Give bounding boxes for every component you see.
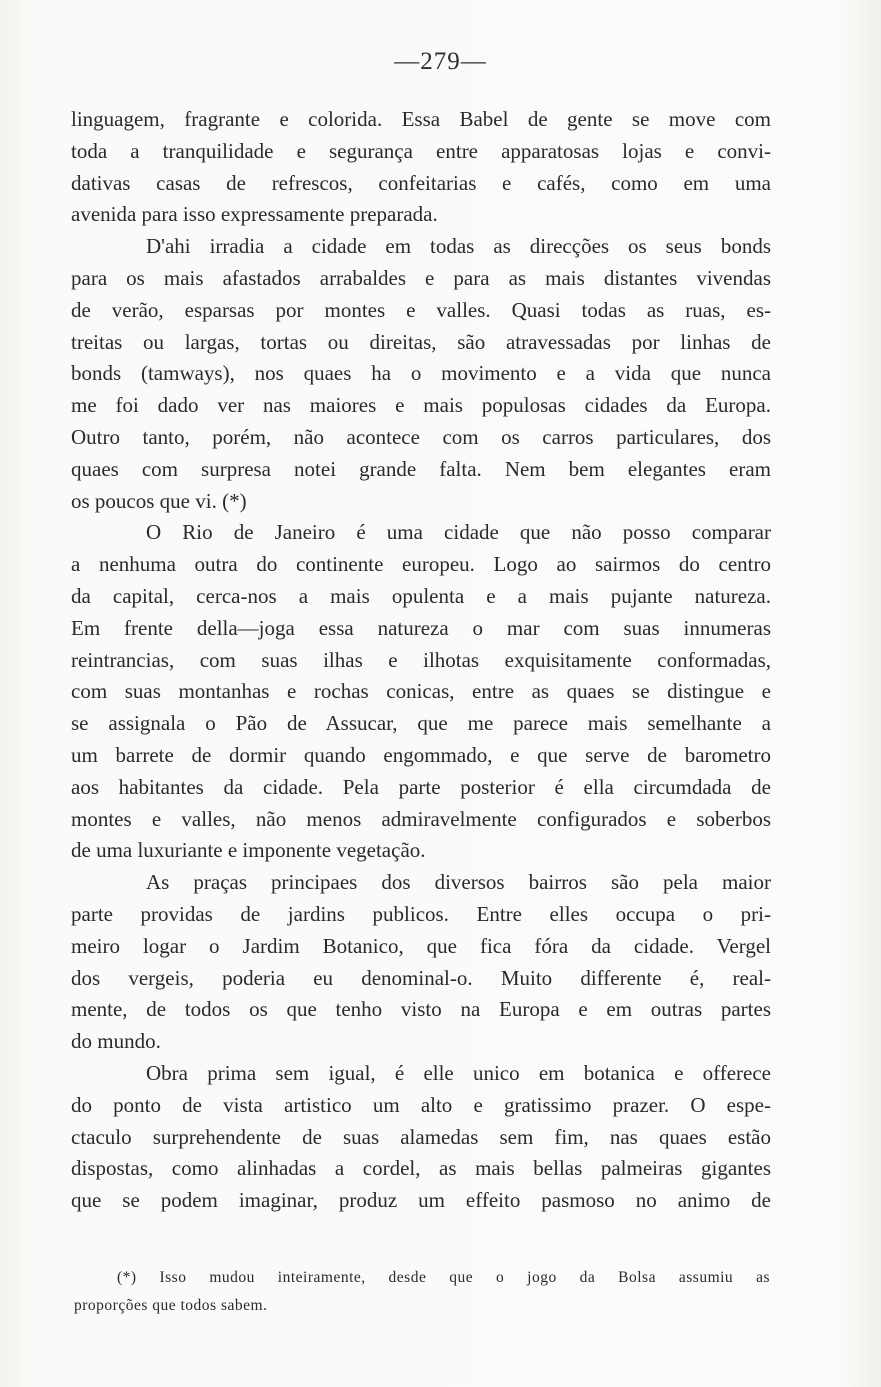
text-line: reintrancias, com suas ilhas e ilhotas exquisitamente conformadas, [71,647,771,672]
footnote-line: proporções que todos sabem. [74,1297,268,1314]
text-line: do mundo. [71,1029,161,1054]
page-number: —279— [394,48,487,75]
text-line: linguagem, fragrante e colorida. Essa Babel de gente se move com [71,107,771,131]
text-line: O Rio de Janeiro é uma cidade que não posso comparar [146,520,771,545]
text-line: me foi dado ver nas maiores e mais populosas cidades da Europa. [71,393,771,418]
text-line: dispostas, como alinhadas a cordel, as mais bellas palmeiras gigantes [71,1156,771,1181]
text-line: que se podem imaginar, produz um effeito pasmoso no animo de [71,1188,771,1213]
text-line: parte providas de jardins publicos. Entre elles occupa o pri- [71,901,771,926]
text-line: meiro logar o Jardim Botanico, que fica fóra da cidade. Vergel [71,933,771,958]
text-line: Outro tanto, porém, não acontece com os carros particulares, dos [71,424,771,449]
footnote [74,1264,770,1320]
text-line: a nenhuma outra do continente europeu. Logo ao sairmos do centro [71,552,771,577]
text-line: toda a tranquilidade e segurança entre apparatosas lojas e convi- [71,138,771,163]
text-line: aos habitantes da cidade. Pela parte posterior é ella circumdada de [71,774,771,799]
text-line: do ponto de vista artistico um alto e gratissimo prazer. O espe- [71,1092,771,1117]
text-line: avenida para isso expressamente preparada. [71,202,438,227]
text-line: quaes com surpresa notei grande falta. Nem bem elegantes eram [71,456,771,481]
text-line: dos vergeis, poderia eu denominal-o. Muito differente é, real- [71,965,771,990]
text-line: dativas casas de refrescos, confeitarias e cafés, como em uma [71,170,771,195]
text-line: ctaculo surprehendente de suas alamedas sem fim, nas quaes estão [71,1124,771,1149]
text-line: os poucos que vi. (*) [71,488,247,513]
text-line: com suas montanhas e rochas conicas, entre as quaes se distingue e [71,679,771,704]
text-line: de uma luxuriante e imponente vegetação. [71,838,426,863]
body-text [71,104,771,1217]
text-line: As praças principaes dos diversos bairros são pela maior [146,870,771,895]
text-line: D'ahi irradia a cidade em todas as direcções os seus bonds [146,234,771,259]
text-line: mente, de todos os que tenho visto na Europa e em outras partes [71,997,771,1022]
text-line: um barrete de dormir quando engommado, e que serve de barometro [71,742,771,767]
text-line: montes e valles, não menos admiravelmente configurados e soberbos [71,806,771,831]
text-line: bonds (tamways), nos quaes ha o movimento e a vida que nunca [71,361,771,386]
text-line: se assignala o Pão de Assucar, que me parece mais semelhante a [71,711,771,736]
text-line: Obra prima sem igual, é elle unico em botanica e offerece [146,1060,771,1085]
footnote-line: (*) Isso mudou inteiramente, desde que o jogo da Bolsa assumiu as [117,1269,770,1286]
text-line: da capital, cerca-nos a mais opulenta e a mais pujante natureza. [71,583,771,608]
text-line: treitas ou largas, tortas ou direitas, são atravessadas por linhas de [71,329,771,354]
text-line: Em frente della—joga essa natureza o mar com suas innumeras [71,615,771,640]
text-line: para os mais afastados arrabaldes e para as mais distantes vivendas [71,265,771,290]
text-line: de verão, esparsas por montes e valles. Quasi todas as ruas, es- [71,297,771,322]
